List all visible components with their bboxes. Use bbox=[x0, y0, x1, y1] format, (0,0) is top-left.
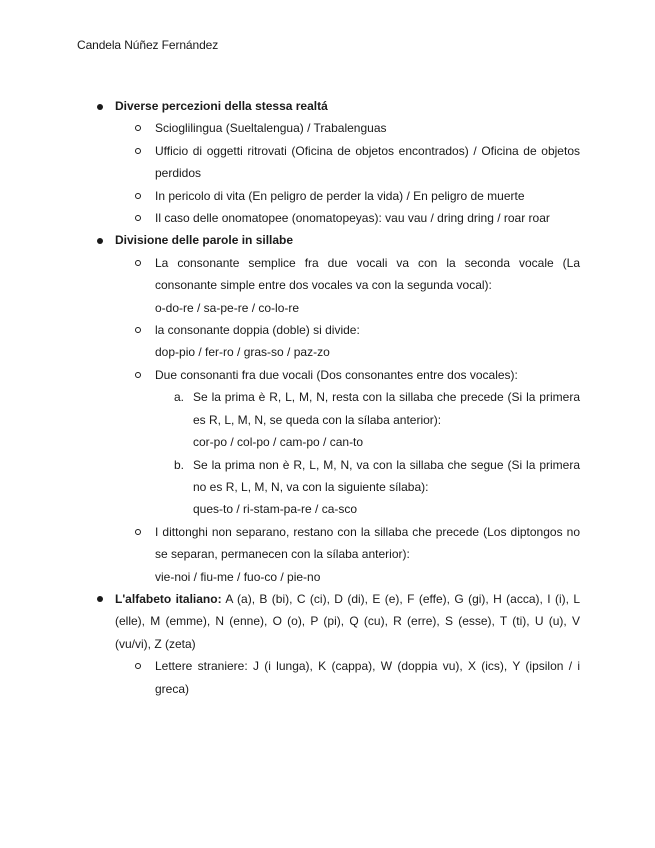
section-percezioni bbox=[94, 95, 580, 229]
list-item bbox=[134, 140, 580, 185]
hollow-bullet-icon bbox=[135, 148, 141, 154]
hollow-bullet-icon bbox=[135, 663, 141, 669]
document-body bbox=[94, 95, 580, 700]
item-marker: a. bbox=[174, 390, 185, 405]
item-text: Scioglilingua (Sueltalengua) / Trabalenguas bbox=[155, 121, 387, 136]
item-text: La consonante semplice fra due vocali va con la seconda vocale (La consonante simple entre dos vocales va con la segunda vocal): bbox=[155, 255, 580, 293]
list-item bbox=[134, 319, 580, 364]
item-text: Lettere straniere: J (i lunga), K (cappa), W (doppia vu), X (ics), Y (ipsilon / i greca) bbox=[155, 659, 580, 696]
item-text: I dittonghi non separano, restano con la sillaba che precede (Los diptongos no se separan, permanecen con la sílaba anterior): bbox=[155, 524, 580, 562]
list-item bbox=[134, 252, 580, 319]
list-item bbox=[134, 521, 580, 588]
section-title: Divisione delle parole in sillabe bbox=[115, 233, 294, 248]
item-text: Se la prima è R, L, M, N, resta con la sillaba che precede (Si la primera es R, L, M, N, se queda con la sílaba anterior): bbox=[193, 390, 580, 427]
item-text: Se la prima non è R, L, M, N, va con la sillaba che segue (Si la primera no es R, L, M, N, va con la siguiente sílaba): bbox=[193, 457, 580, 494]
list-item bbox=[134, 655, 580, 700]
numbered-item bbox=[174, 386, 580, 453]
numbered-list bbox=[174, 386, 580, 520]
item-example: vie-noi / fiu-me / fuo-co / pie-no bbox=[155, 569, 321, 584]
item-example: cor-po / col-po / cam-po / can-to bbox=[193, 435, 364, 450]
author-name: Candela Núñez Fernández bbox=[77, 38, 219, 52]
item-example: ques-to / ri-stam-pa-re / ca-sco bbox=[193, 502, 358, 517]
list-item bbox=[134, 117, 580, 139]
bullet-icon bbox=[97, 596, 103, 602]
main-list bbox=[94, 95, 580, 700]
list-item bbox=[134, 207, 580, 229]
item-text: Due consonanti fra due vocali (Dos consonantes entre dos vocales): bbox=[155, 367, 518, 382]
hollow-bullet-icon bbox=[135, 372, 141, 378]
item-text: la consonante doppia (doble) si divide: bbox=[155, 323, 360, 338]
hollow-bullet-icon bbox=[135, 260, 141, 266]
hollow-bullet-icon bbox=[135, 327, 141, 333]
item-example: o-do-re / sa-pe-re / co-lo-re bbox=[155, 300, 300, 315]
item-text: Il caso delle onomatopee (onomatopeyas): vau vau / dring dring / roar roar bbox=[155, 211, 550, 226]
sub-list bbox=[134, 117, 580, 229]
section-title: Diverse percezioni della stessa realtá bbox=[115, 99, 328, 113]
bullet-icon bbox=[97, 238, 103, 244]
sub-list bbox=[134, 252, 580, 588]
item-text: Ufficio di oggetti ritrovati (Oficina de objetos encontrados) / Oficina de objetos perdidos bbox=[155, 143, 580, 181]
hollow-bullet-icon bbox=[135, 125, 141, 131]
item-marker: b. bbox=[174, 457, 185, 472]
alphabet-letters: A (a), B (bi), C (ci), D (di), E (e), F (effe), G (gi), H (acca), I (i), L (elle), M (emme), N (enne), O (o), P (pi), Q (cu), R (erre), S (esse), T (ti), U (u), V (vu/vi), Z (zeta) bbox=[115, 591, 581, 651]
hollow-bullet-icon bbox=[135, 215, 141, 221]
section-title: L'alfabeto italiano: bbox=[115, 591, 222, 606]
bullet-icon bbox=[97, 104, 103, 110]
hollow-bullet-icon bbox=[135, 193, 141, 199]
list-item bbox=[134, 364, 580, 521]
alphabet-paragraph bbox=[115, 588, 580, 655]
list-item bbox=[134, 185, 580, 207]
numbered-item bbox=[174, 454, 580, 521]
hollow-bullet-icon bbox=[135, 529, 141, 535]
item-text: In pericolo di vita (En peligro de perder la vida) / En peligro de muerte bbox=[155, 188, 525, 203]
section-sillabe bbox=[94, 229, 580, 588]
item-example: dop-pio / fer-ro / gras-so / paz-zo bbox=[155, 345, 330, 360]
section-alfabeto bbox=[94, 588, 580, 700]
sub-list bbox=[134, 655, 580, 700]
